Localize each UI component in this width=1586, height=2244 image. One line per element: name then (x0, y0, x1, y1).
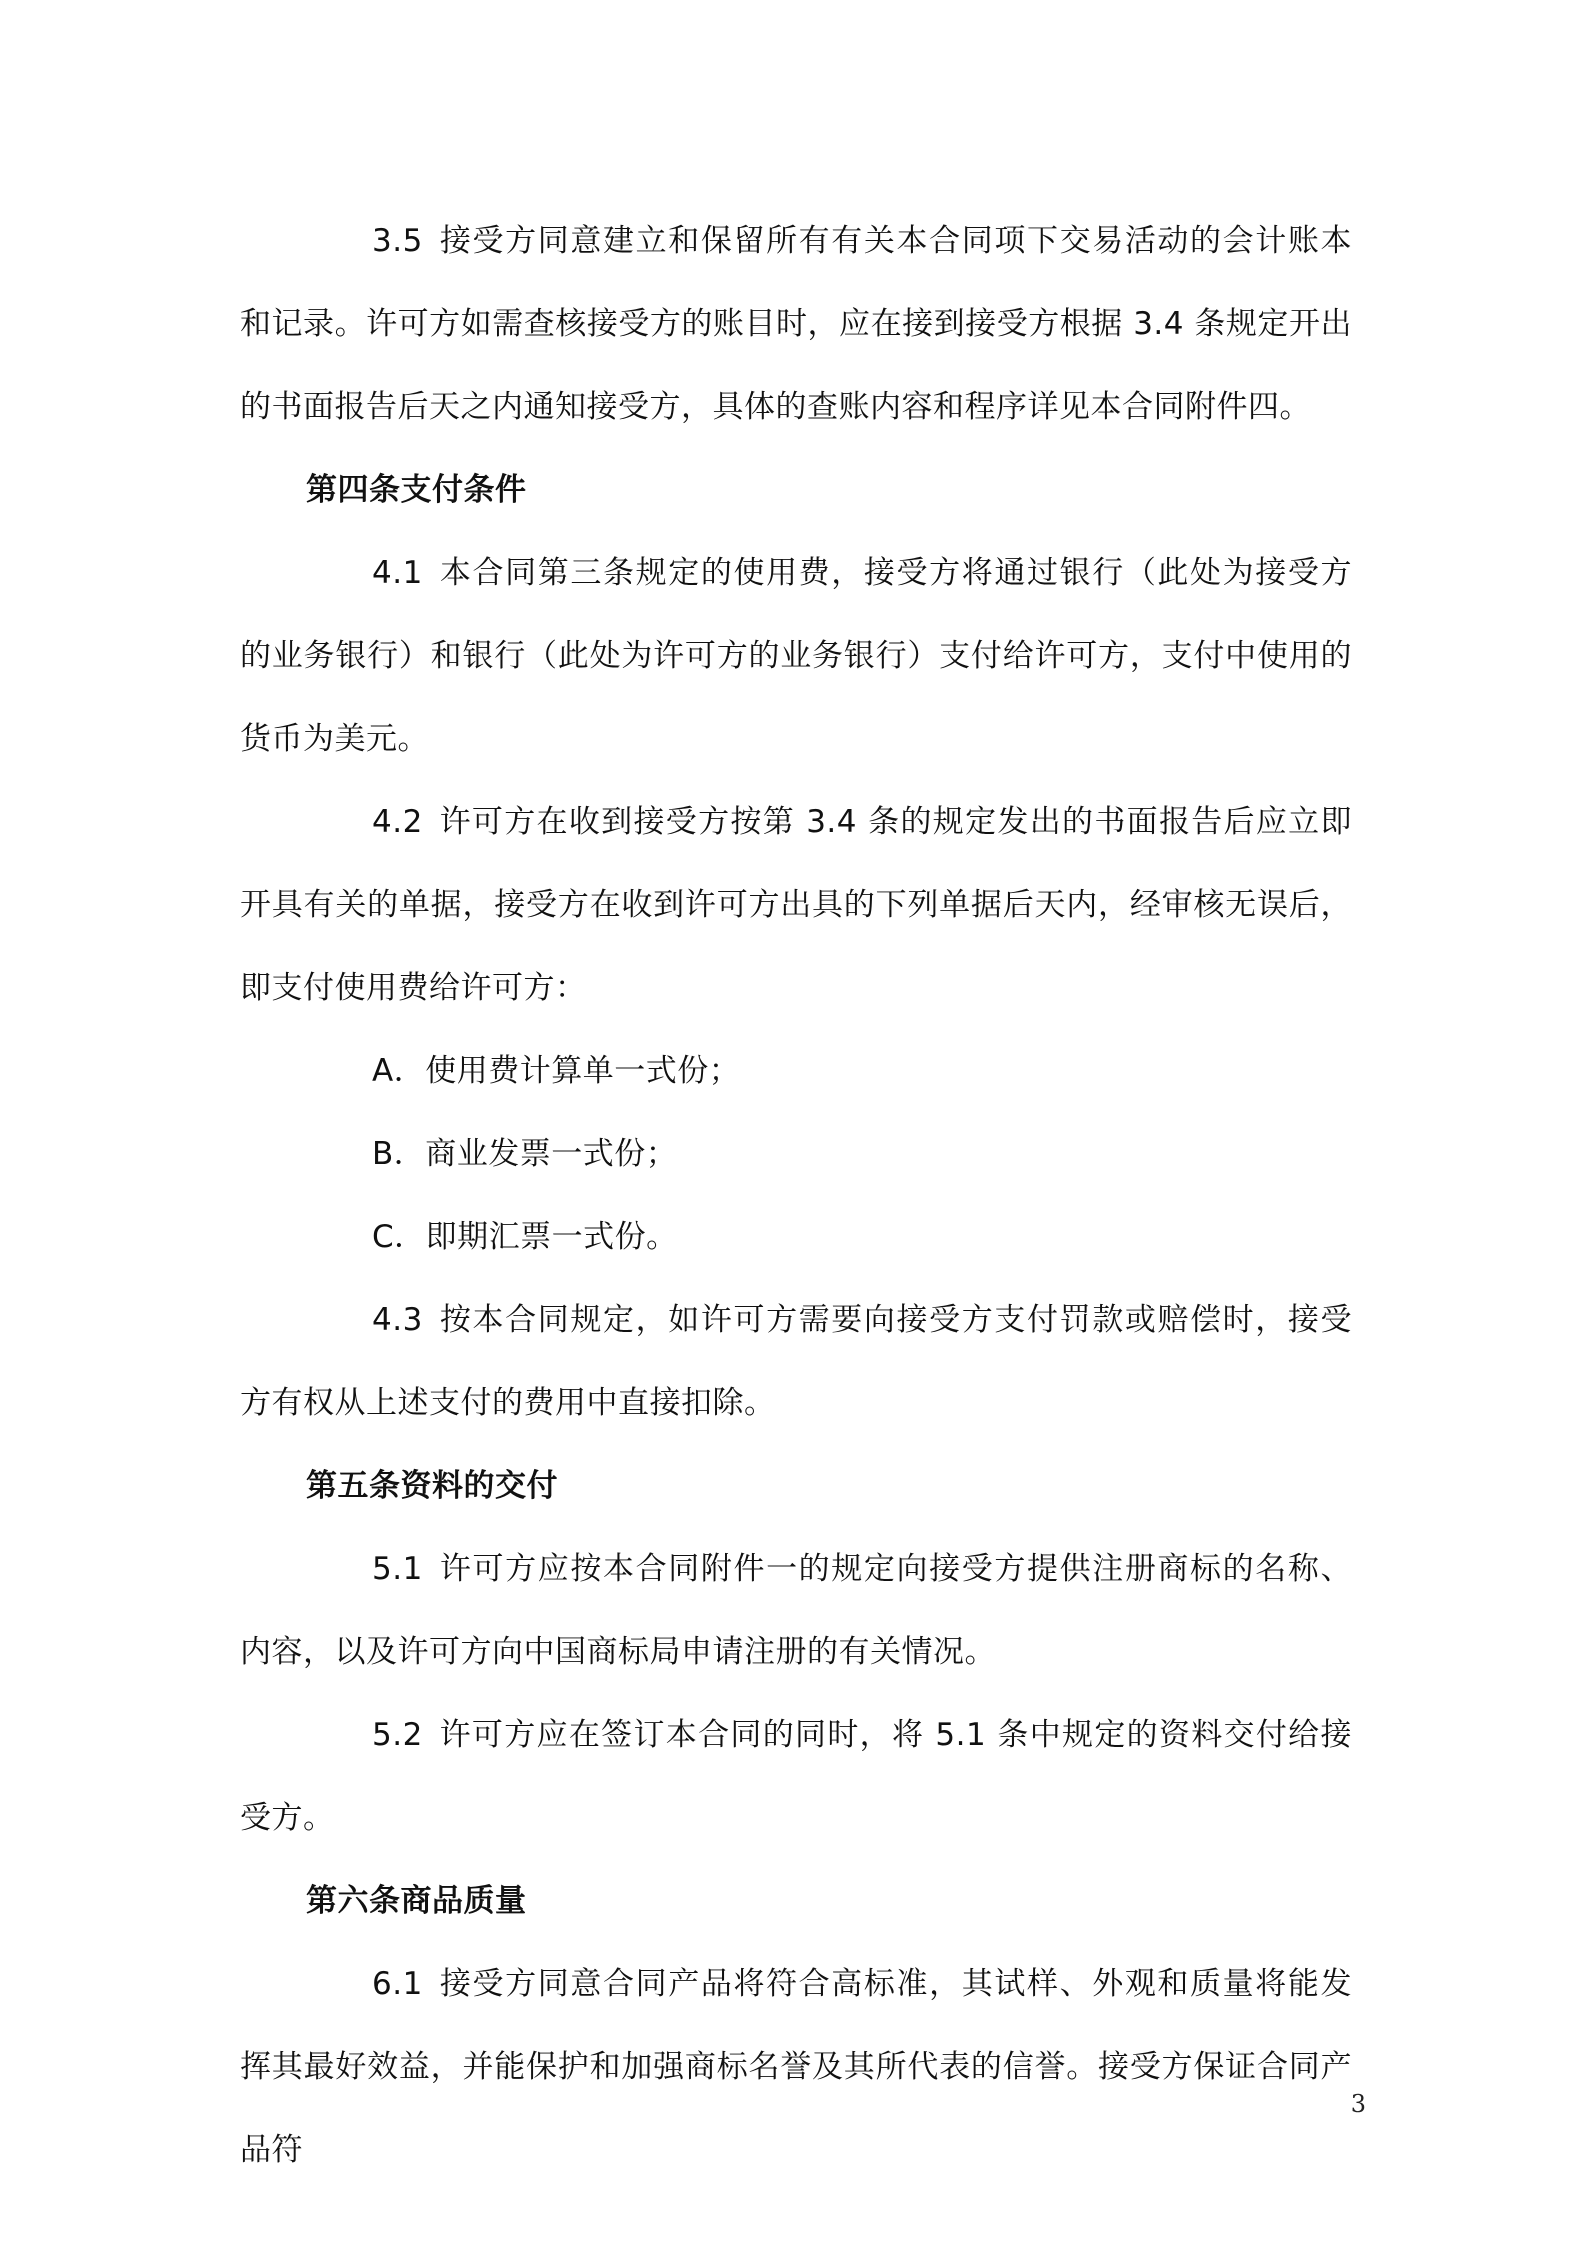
clause-4-1 (240, 532, 1352, 781)
clause-number: 5.2 (372, 1717, 423, 1753)
section-heading-6: 第六条商品质量 (306, 1883, 527, 1919)
list-text: 使用费计算单一式份； (425, 1053, 741, 1089)
clause-5-1 (240, 1528, 1352, 1694)
clause-number: 4.1 (372, 555, 423, 591)
clause-number: 6.1 (372, 1966, 423, 2002)
list-marker: A． (372, 1053, 426, 1089)
clause-number: 3.5 (372, 223, 423, 259)
section-heading-4: 第四条支付条件 (306, 472, 527, 508)
clause-number: 4.2 (372, 804, 423, 840)
clause-3-5 (240, 200, 1352, 449)
list-marker: B． (372, 1136, 426, 1172)
page-number: 3 (1350, 2090, 1366, 2118)
clause-text: 许可方在收到接受方按第 3.4 条的规定发出的书面报告后应立即开具有关的单据，接受方在收到许可方出具的下列单据后天内，经审核无误后，即支付使用费给许可方： (240, 804, 1352, 1006)
clause-6-1 (240, 1943, 1352, 2192)
list-text: 即期汇票一式份。 (425, 1219, 678, 1255)
clause-text: 本合同第三条规定的使用费，接受方将通过银行（此处为接受方的业务银行）和银行（此处为许可方的业务银行）支付给许可方，支付中使用的货币为美元。 (240, 555, 1352, 757)
clause-text: 接受方同意合同产品将符合高标准，其试样、外观和质量将能发挥其最好效益，并能保护和加强商标名誉及其所代表的信誉。接受方保证合同产品符 (240, 1966, 1352, 2168)
list-item-c (240, 1196, 1352, 1279)
section-heading-5: 第五条资料的交付 (306, 1468, 558, 1504)
clause-number: 4.3 (372, 1302, 423, 1338)
clause-text: 许可方应在签订本合同的同时，将 5.1 条中规定的资料交付给接受方。 (240, 1717, 1352, 1836)
list-marker: C． (372, 1219, 426, 1255)
clause-text: 接受方同意建立和保留所有有关本合同项下交易活动的会计账本和记录。许可方如需查核接受方的账目时，应在接到接受方根据 3.4 条规定开出的书面报告后天之内通知接受方，具体的查账内容和程序详见本合同附件四。 (240, 223, 1352, 425)
clause-text: 许可方应按本合同附件一的规定向接受方提供注册商标的名称、内容，以及许可方向中国商标局申请注册的有关情况。 (240, 1551, 1352, 1670)
clause-number: 5.1 (372, 1551, 423, 1587)
list-text: 商业发票一式份； (425, 1136, 678, 1172)
clause-4-2 (240, 781, 1352, 1030)
document-body (240, 200, 1352, 2192)
clause-4-3 (240, 1279, 1352, 1445)
clause-text: 按本合同规定，如许可方需要向接受方支付罚款或赔偿时，接受方有权从上述支付的费用中直接扣除。 (240, 1302, 1352, 1421)
list-item-b (240, 1113, 1352, 1196)
list-item-a (240, 1030, 1352, 1113)
clause-5-2 (240, 1694, 1352, 1860)
